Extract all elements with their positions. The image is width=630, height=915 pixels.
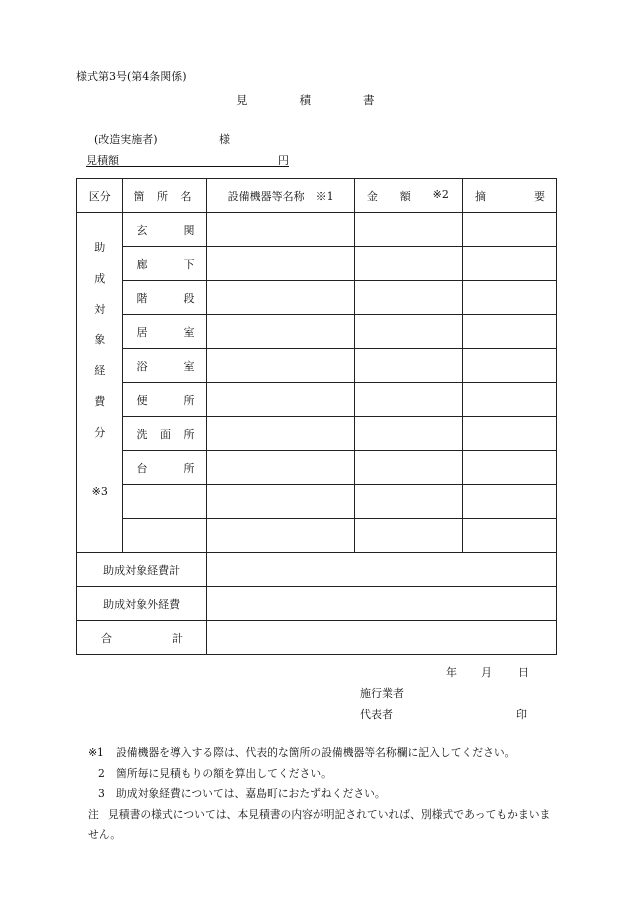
seal-mark: 印: [516, 708, 527, 721]
table-row: [77, 315, 557, 349]
location-char: 玄: [136, 223, 148, 237]
notes-section: [88, 743, 554, 846]
category-char: 象: [94, 333, 106, 347]
equipment-cell[interactable]: [207, 349, 355, 383]
header-location-char: 箇: [133, 189, 145, 203]
amount-cell[interactable]: [354, 519, 462, 553]
remarks-cell[interactable]: [462, 281, 556, 315]
estimate-amount-label: 見積額: [86, 154, 119, 167]
header-amount-char: 額: [399, 189, 411, 203]
note-text: 助成対象経費については、嘉島町におたずねください。: [116, 787, 386, 800]
remarks-cell[interactable]: [462, 315, 556, 349]
total-char: 計: [172, 631, 183, 645]
remarks-cell[interactable]: [462, 519, 556, 553]
amount-cell[interactable]: [354, 349, 462, 383]
remarks-cell[interactable]: [462, 247, 556, 281]
header-equipment: 設備機器等名称 ※1: [207, 179, 355, 213]
equipment-cell[interactable]: [207, 383, 355, 417]
remarks-cell[interactable]: [462, 349, 556, 383]
amount-cell[interactable]: [354, 213, 462, 247]
header-amount: [354, 179, 462, 213]
note-mark: ※1: [88, 746, 104, 759]
note-text: 見積書の様式については、本見積書の内容が明記されていれば、別様式であってもかまいません。: [88, 807, 551, 841]
total-row: [77, 621, 557, 655]
equipment-cell[interactable]: [207, 485, 355, 519]
total-value[interactable]: [207, 621, 557, 655]
subtotal-eligible-row: [77, 553, 557, 587]
location-char: 階: [136, 291, 148, 305]
location-blank[interactable]: [123, 519, 207, 553]
category-char: 成: [94, 271, 106, 285]
subtotal-eligible-label: 助成対象経費計: [77, 553, 207, 587]
estimate-amount-field[interactable]: [86, 152, 289, 167]
form-number-label: 様式第3号(第4条関係): [76, 70, 187, 83]
amount-cell[interactable]: [354, 417, 462, 451]
category-char: 費: [94, 394, 106, 408]
location-char: 廊: [136, 257, 148, 271]
equipment-cell[interactable]: [207, 451, 355, 485]
estimate-table: [76, 178, 557, 655]
yen-unit: 円: [278, 154, 289, 167]
location-char: 浴: [136, 359, 148, 373]
equipment-cell[interactable]: [207, 519, 355, 553]
table-row: [77, 213, 557, 247]
header-location-char: 名: [180, 189, 192, 203]
table-row: [77, 485, 557, 519]
subtotal-ineligible-value[interactable]: [207, 587, 557, 621]
note-item: [88, 743, 554, 764]
amount-cell[interactable]: [354, 383, 462, 417]
location-char: 台: [136, 461, 148, 475]
month-char: 月: [481, 666, 492, 679]
location-char: 所: [183, 427, 195, 441]
equipment-cell[interactable]: [207, 213, 355, 247]
remarks-cell[interactable]: [462, 383, 556, 417]
table-row: [77, 519, 557, 553]
table-row: [77, 349, 557, 383]
header-location: [123, 179, 207, 213]
table-header-row: [77, 179, 557, 213]
title-char: 書: [363, 93, 375, 107]
table-row: [77, 383, 557, 417]
location-kitchen: [123, 451, 207, 485]
remarks-cell[interactable]: [462, 485, 556, 519]
location-toilet: [123, 383, 207, 417]
header-remarks-char: 摘: [474, 189, 486, 203]
amount-cell[interactable]: [354, 451, 462, 485]
table-row: [77, 417, 557, 451]
location-entrance: [123, 213, 207, 247]
date-line[interactable]: [446, 664, 529, 680]
header-category: 区分: [77, 179, 123, 213]
table-row: [77, 247, 557, 281]
header-location-char: 所: [156, 189, 168, 203]
category-char: 分: [94, 425, 106, 439]
location-living-room: [123, 315, 207, 349]
category-note: ※3: [91, 484, 108, 498]
amount-cell[interactable]: [354, 315, 462, 349]
equipment-cell[interactable]: [207, 247, 355, 281]
remarks-cell[interactable]: [462, 417, 556, 451]
location-hallway: [123, 247, 207, 281]
amount-cell[interactable]: [354, 247, 462, 281]
subtotal-ineligible-label: 助成対象外経費: [77, 587, 207, 621]
category-char: 助: [94, 241, 106, 254]
document-title: [236, 92, 375, 108]
addressee: (改造実施者): [94, 133, 158, 146]
table-row: [77, 451, 557, 485]
year-char: 年: [446, 666, 457, 679]
category-eligible-cell: [77, 213, 123, 553]
equipment-cell[interactable]: [207, 417, 355, 451]
header-remarks: [462, 179, 556, 213]
location-stairs: [123, 281, 207, 315]
category-char: 対: [94, 302, 106, 316]
remarks-cell[interactable]: [462, 213, 556, 247]
contractor-label: 施行業者: [360, 687, 404, 700]
title-char: 見: [236, 93, 248, 107]
location-char: 便: [136, 393, 148, 407]
location-washroom: [123, 417, 207, 451]
total-label: [77, 621, 207, 655]
location-char: 面: [159, 427, 171, 441]
title-char: 積: [299, 93, 311, 107]
amount-cell[interactable]: [354, 281, 462, 315]
location-char: 室: [183, 359, 195, 373]
location-char: 居: [136, 325, 148, 339]
note-item: [88, 805, 554, 846]
location-char: 段: [183, 291, 195, 305]
location-char: 下: [183, 257, 195, 271]
note-mark: 注: [88, 807, 99, 821]
location-char: 洗: [136, 427, 148, 441]
header-remarks-char: 要: [533, 189, 545, 203]
note-item: [88, 784, 554, 805]
day-char: 日: [518, 666, 529, 679]
total-char: 合: [101, 631, 112, 645]
amount-cell[interactable]: [354, 485, 462, 519]
location-blank[interactable]: [123, 485, 207, 519]
note-item: [88, 764, 554, 785]
note-mark: 2: [98, 766, 105, 780]
location-bathroom: [123, 349, 207, 383]
honorific: 様: [219, 133, 230, 146]
location-char: 室: [183, 325, 195, 339]
equipment-cell[interactable]: [207, 315, 355, 349]
note-mark: 3: [98, 787, 105, 800]
location-char: 所: [183, 461, 195, 475]
category-char: 経: [94, 364, 106, 378]
subtotal-eligible-value[interactable]: [207, 553, 557, 587]
header-amount-note: ※2: [432, 187, 449, 201]
location-char: 関: [183, 223, 195, 237]
subtotal-ineligible-row: [77, 587, 557, 621]
location-char: 所: [183, 393, 195, 407]
note-text: 設備機器を導入する際は、代表的な箇所の設備機器等名称欄に記入してください。: [116, 746, 516, 759]
remarks-cell[interactable]: [462, 451, 556, 485]
header-amount-char: 金: [366, 189, 378, 203]
equipment-cell[interactable]: [207, 281, 355, 315]
table-row: [77, 281, 557, 315]
note-text: 箇所毎に見積もりの額を算出してください。: [116, 766, 332, 780]
representative-label: 代表者: [360, 708, 393, 721]
